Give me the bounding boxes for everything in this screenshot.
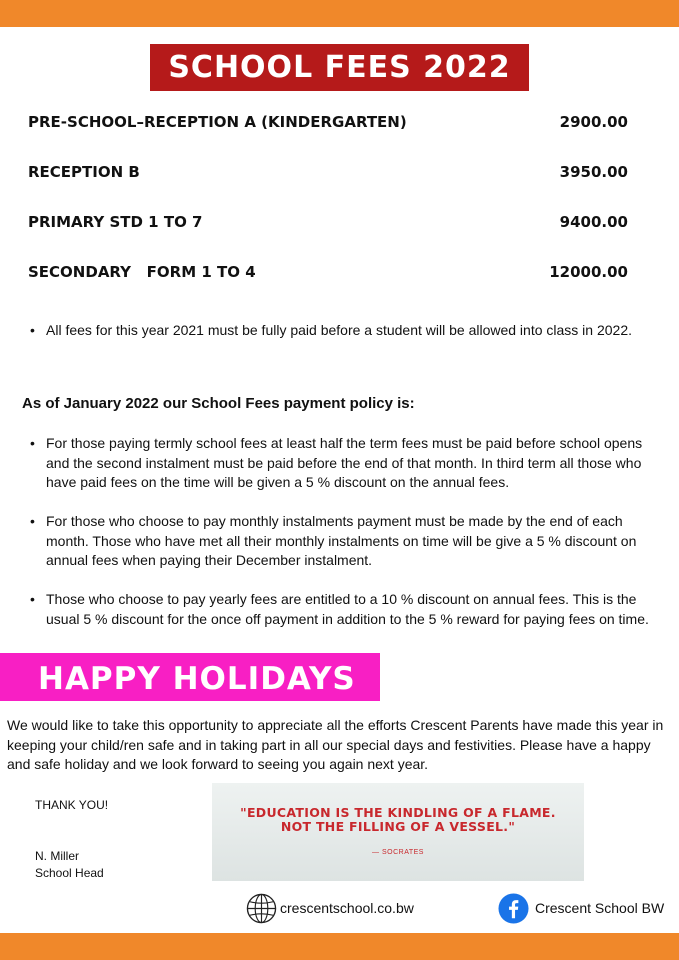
policy-item: • For those paying termly school fees at least half the term fees must be paid before school opens and the second instalment must be paid before the end of that month. In third term all those who have paid fees on the time will be given a 5 % discount on the annual fees. (30, 434, 662, 493)
quote-text (212, 806, 584, 834)
fee-amount: 9400.00 (559, 213, 628, 231)
fee-label: RECEPTION B (28, 163, 140, 181)
holiday-message: We would like to take this opportunity to appreciate all the efforts Crescent Parents have made this year in keeping your child/ren safe and in taking part in all our special days and festivities. Please have a happy and safe holiday and we look forward to seeing you again next year. (7, 717, 664, 772)
facebook-link[interactable] (498, 892, 664, 924)
globe-icon (246, 893, 277, 924)
policy-item: • For those who choose to pay monthly instalments payment must be made by the end of each month. Those who have met all their monthly instalments on time will be give a 5 % discount on annual fees when paying their December instalment. (30, 512, 662, 571)
fee-row (28, 263, 628, 285)
website-link[interactable] (246, 892, 414, 924)
quote-author: — SOCRATES (372, 849, 424, 856)
fee-label: PRE-SCHOOL–RECEPTION A (KINDERGARTEN) (28, 113, 407, 131)
fee-row (28, 113, 628, 135)
holiday-banner: HAPPY HOLIDAYS (0, 653, 380, 701)
quote-line-1: "EDUCATION IS THE KINDLING OF A FLAME. (240, 805, 556, 820)
thank-you-text: THANK YOU! (35, 798, 109, 812)
quote-line-2: NOT THE FILLING OF A VESSEL." (280, 819, 516, 834)
policy-list (30, 434, 662, 649)
fee-label: SECONDARY FORM 1 TO 4 (28, 263, 256, 281)
policy-heading: As of January 2022 our School Fees payment policy is: (22, 395, 415, 412)
page-title: SCHOOL FEES 2022 (150, 44, 529, 91)
notice-item: • All fees for this year 2021 must be fully paid before a student will be allowed into class in 2022. (30, 320, 660, 340)
facebook-icon (498, 893, 529, 924)
quote-image (212, 783, 584, 881)
fee-amount: 12000.00 (549, 263, 628, 281)
signer-name: N. Miller (35, 849, 79, 863)
fee-amount: 3950.00 (559, 163, 628, 181)
fee-amount: 2900.00 (559, 113, 628, 131)
top-accent-bar (0, 0, 679, 27)
fee-label: PRIMARY STD 1 TO 7 (28, 213, 203, 231)
bottom-accent-bar (0, 933, 679, 960)
notice-list (30, 320, 660, 340)
fee-row (28, 213, 628, 235)
website-text[interactable]: crescentschool.co.bw (280, 900, 414, 916)
facebook-text[interactable]: Crescent School BW (535, 900, 665, 916)
policy-item: • Those who choose to pay yearly fees are entitled to a 10 % discount on annual fees. This is the usual 5 % discount for the once off payment in addition to the 5 % reward for paying fees on time. (30, 590, 662, 629)
fee-row (28, 163, 628, 185)
signer-role: School Head (35, 866, 104, 880)
